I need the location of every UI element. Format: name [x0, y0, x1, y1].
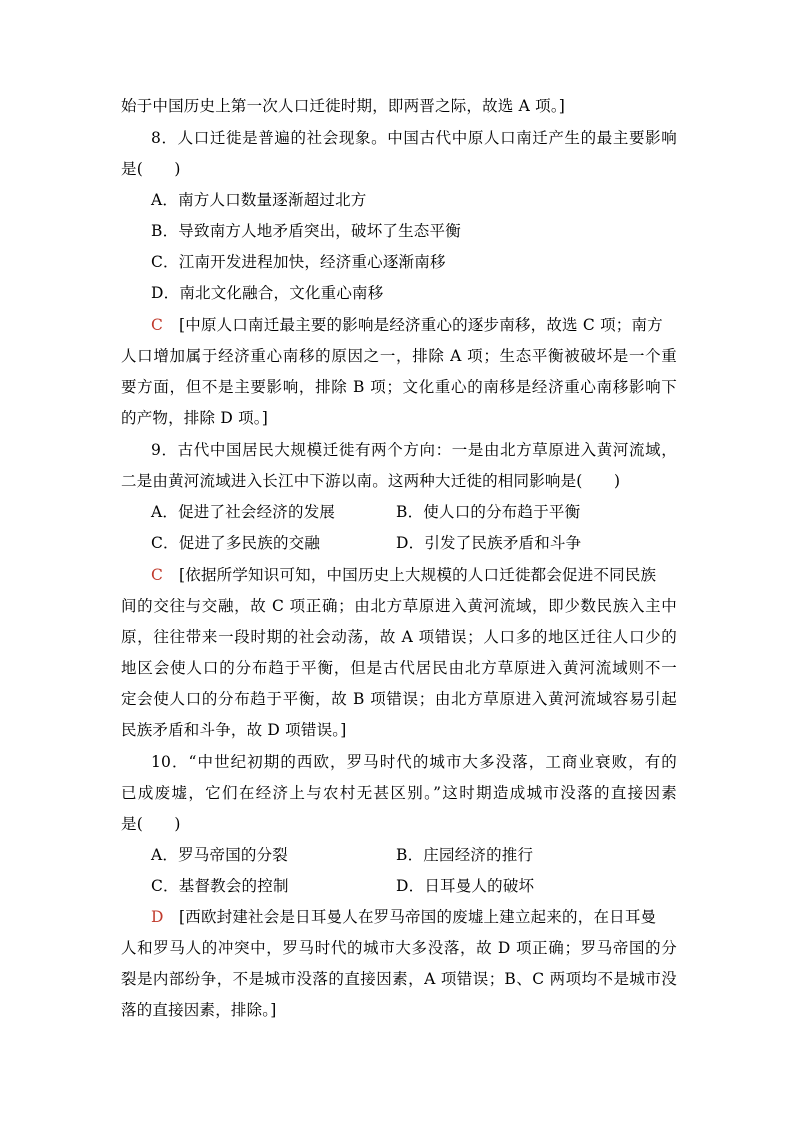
q8-option-c: C．江南开发进程加快，经济重心逐渐南移	[151, 253, 446, 271]
q8-stem-line-2: 是( )	[121, 160, 181, 178]
q10-explanation-line-1	[151, 907, 677, 927]
q8-explanation-line-1	[151, 315, 677, 335]
q8-stem-line-1: 8．人口迁徙是普遍的社会现象。中国古代中原人口南迁产生的最主要影响	[151, 129, 677, 147]
q8-explanation-text-1: [中原人口南迁最主要的影响是经济重心的逐步南移，故选 C 项；南方	[179, 316, 663, 334]
q9-option-b: B．使人口的分布趋于平衡	[396, 503, 581, 521]
q9-option-d: D．引发了民族矛盾和斗争	[396, 534, 582, 552]
q8-option-a: A．南方人口数量逐渐超过北方	[151, 191, 367, 209]
q10-option-c: C．基督教会的控制	[151, 877, 289, 895]
q10-option-a: A．罗马帝国的分裂	[151, 846, 288, 864]
q8-explanation-line-3: 要方面，但不是主要影响，排除 B 项；文化重心的南移是经济重心南移影响下	[121, 378, 677, 396]
q9-options-row-2	[151, 533, 677, 553]
q10-explanation-line-2: 人和罗马人的冲突中，罗马时代的城市大多没落，故 D 项正确；罗马帝国的分	[121, 939, 677, 957]
q9-explanation-text-1: [依据所学知识可知，中国历史上大规模的人口迁徙都会促进不同民族	[179, 566, 657, 584]
q8-option-b: B．导致南方人地矛盾突出，破坏了生态平衡	[151, 222, 461, 240]
q9-answer: C	[151, 566, 164, 584]
q10-stem-line-1: 10．“中世纪初期的西欧，罗马时代的城市大多没落，工商业衰败，有的	[151, 753, 677, 771]
q10-explanation-line-3: 裂是内部纷争，不是城市没落的直接因素，A 项错误；B、C 两项均不是城市没	[121, 970, 677, 988]
q9-explanation-line-2: 间的交往与交融，故 C 项正确；由北方草原进入黄河流域，即少数民族入主中	[121, 597, 677, 615]
q10-stem-line-2: 已成废墟，它们在经济上与农村无甚区别。”这时期造成城市没落的直接因素	[121, 784, 677, 802]
q9-stem-line-2: 二是由黄河流域进入长江中下游以南。这两种大迁徙的相同影响是( )	[121, 472, 621, 490]
q10-stem-line-3: 是( )	[121, 815, 181, 833]
q10-explanation-line-4: 落的直接因素，排除。]	[121, 1001, 277, 1019]
q8-option-d: D．南北文化融合，文化重心南移	[151, 284, 384, 302]
continued-explanation-line: 始于中国历史上第一次人口迁徙时期，即两晋之际，故选 A 项。]	[121, 97, 566, 115]
q9-explanation-line-6: 民族矛盾和斗争，故 D 项错误。]	[121, 721, 347, 739]
q10-answer: D	[151, 908, 164, 926]
q10-options-row-2	[151, 876, 677, 896]
q9-stem-line-1: 9．古代中国居民大规模迁徙有两个方向：一是由北方草原进入黄河流域，	[151, 441, 677, 459]
q9-options-row-1	[151, 502, 677, 522]
q10-option-d: D．日耳曼人的破坏	[396, 877, 535, 895]
q8-answer: C	[151, 316, 164, 334]
q8-explanation-line-2: 人口增加属于经济重心南移的原因之一，排除 A 项；生态平衡被破坏是一个重	[121, 347, 677, 365]
q8-explanation-line-4: 的产物，排除 D 项。]	[121, 409, 268, 427]
q10-option-b: B．庄园经济的推行	[396, 846, 534, 864]
q9-option-a: A．促进了社会经济的发展	[151, 503, 336, 521]
q10-options-row-1	[151, 845, 677, 865]
q9-option-c: C．促进了多民族的交融	[151, 534, 321, 552]
q9-explanation-line-4: 地区会使人口的分布趋于平衡，但是古代居民由北方草原进入黄河流域则不一	[121, 659, 677, 677]
q9-explanation-line-1	[151, 565, 677, 585]
q9-explanation-line-3: 原，往往带来一段时期的社会动荡，故 A 项错误；人口多的地区迁往人口少的	[121, 628, 677, 646]
q10-explanation-text-1: [西欧封建社会是日耳曼人在罗马帝国的废墟上建立起来的，在日耳曼	[179, 908, 657, 926]
q9-explanation-line-5: 定会使人口的分布趋于平衡，故 B 项错误；由北方草原进入黄河流域容易引起	[121, 690, 677, 708]
